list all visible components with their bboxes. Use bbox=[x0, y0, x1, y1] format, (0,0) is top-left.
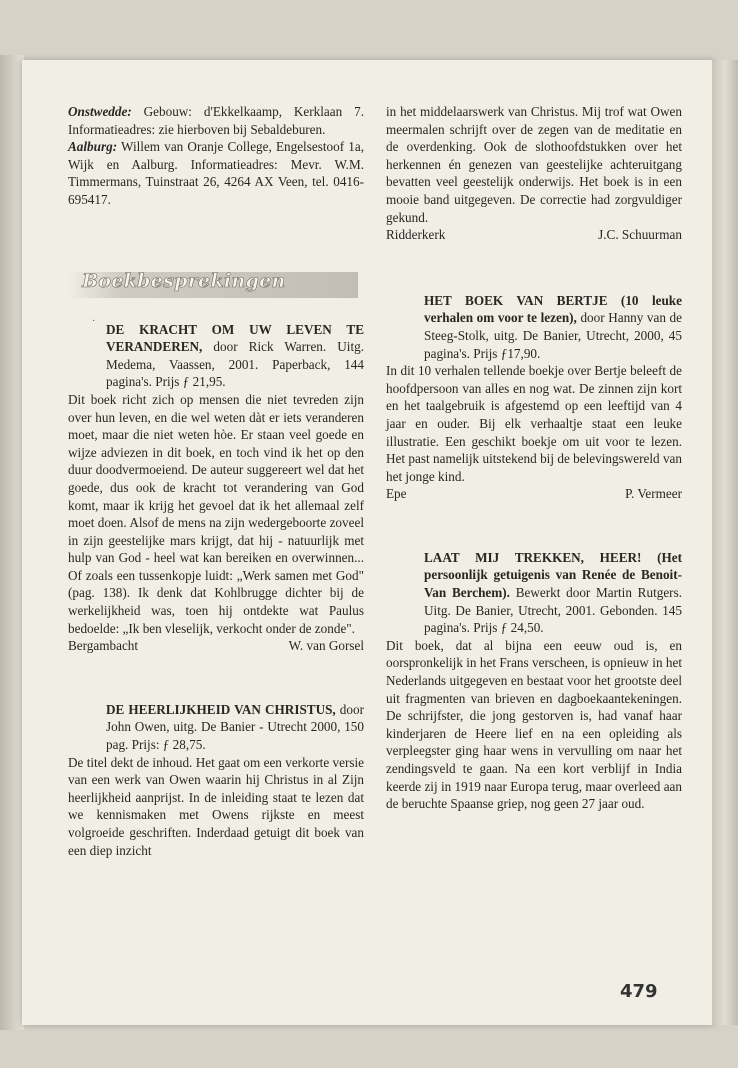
review-3-signature bbox=[386, 485, 682, 503]
review-1-body: Dit boek richt zich op mensen die niet tevreden zijn over hun leven, en die wel weten dàt er iets veranderen moet, maar die niet weten hòe. Er staan veel goede en wijze adviezen in dit boek, en toch vind ik het op den duur doodvermoeiend. De auteur suggereert wel dat het goede, dus ook de kracht tot verandering van God komt, maar ik krijg het gevoel dat ik het allemaal zelf moet doen. Alsof de mens na zijn wedergeboorte zoveel in zijn geestelijke mars krijgt, dat hij - natuurlijk met hulp van God - heel wat kan bereiken en overwinnen... Of zoals een tussenkopje luidt: „Werk samen met God" (pag. 138). Ik denk dat Kohlbrugge dichter bij de werkelijkheid was, toen hij ontdekte wat Paulus bedoelde: „Ik ben vleselijk, verkocht onder de zonde". bbox=[68, 391, 364, 636]
review-2-body: De titel dekt de inhoud. Het gaat om een verkorte versie van een werk van Owen waarin hij Christus in al Zijn heerlijkheid aanprijst. In de inleiding staat te lezen dat we kennismaken met Owens rijkste en meest volgroeide geschriften. Inderdaad getuigt dit boek van een diep inzicht bbox=[68, 754, 364, 858]
onstwedde-text: Gebouw: d'Ekkelkaamp, Kerklaan 7. Informatieadres: zie hierboven bij Sebaldeburen. bbox=[68, 104, 364, 137]
review-1-place: Bergambacht bbox=[68, 638, 139, 654]
review-2-place: Ridderkerk bbox=[386, 227, 446, 243]
review-2-signature bbox=[386, 226, 682, 244]
review-2-heading bbox=[68, 701, 364, 754]
review-4-title: LAAT MIJ TREKKEN, HEER! (Het persoonlijk getuigenis van Renée de Benoit-Van Berchem). bbox=[424, 549, 682, 601]
review-1-heading bbox=[68, 321, 364, 391]
review-4-heading bbox=[386, 549, 682, 637]
page-number: 479 bbox=[620, 981, 658, 1002]
review-2-continuation: in het middelaarswerk van Christus. Mij trof wat Owen meermalen schrijft over de zegen van de meditatie en de overdenking. Ook de slothoofdstukken over het herkennen én genezen van geestelijke achteruitgang bevatten veel geestelijk onderwijs. Het boek is in een mooie band uitgegeven. De correctie had zorgvuldiger gekund. bbox=[386, 104, 682, 225]
bullet-mark: · bbox=[92, 316, 96, 327]
review-3-title: HET BOEK VAN BERTJE (10 leuke verhalen om voor te lezen), bbox=[424, 292, 682, 326]
aalburg-text: Willem van Oranje College, Engelsestoof 1a, Wijk en Aalburg. Informatieadres: Mevr. W.M. Timmermans, Tuinstraat 26, 4264 AX Veen, tel. 0416-695417. bbox=[68, 139, 364, 207]
right-column bbox=[386, 103, 682, 813]
review-1-signature bbox=[68, 637, 364, 655]
review-4-info: Bewerkt door Martin Rutgers. Uitg. De Banier, Utrecht, 2001. Gebonden. 145 pagina's. Prijs ƒ 24,50. bbox=[424, 585, 683, 636]
onstwedde-entry bbox=[68, 103, 364, 138]
review-2-info: door John Owen, uitg. De Banier - Utrecht 2000, 150 pag. Prijs: ƒ 28,75. bbox=[106, 701, 364, 753]
review-4-body: Dit boek, dat al bijna een eeuw oud is, en oorspronkelijk in het Frans verscheen, is opnieuw in het Nederlands uitgegeven en bestaat voor het grootste deel uit fragmenten van brieven en dagboekaantekeningen. De schrijfster, die jong gestorven is, had vanaf haar kinderjaren de Heere lief en na een opleiding als verpleegster ging haar wens in vervulling om naar het zendingsveld te gaan. Na een kort verblijf in India keerde zij in 1919 naar Europa terug, maar overleed aan de beruchte Spaanse griep, nog geen 27 jaar oud. bbox=[386, 637, 682, 812]
review-1-title: DE KRACHT OM UW LEVEN TE VERANDEREN, bbox=[106, 321, 364, 355]
section-heading: Boekbesprekingen bbox=[82, 270, 286, 292]
aalburg-entry bbox=[68, 138, 364, 208]
review-1-info: door Rick Warren. Uitg. Medema, Vaassen, 2001. Paperback, 144 pagina's. Prijs ƒ 21,95. bbox=[106, 339, 364, 390]
review-2-title: DE HEERLIJKHEID VAN CHRISTUS, bbox=[106, 701, 336, 717]
book-binding-edge bbox=[0, 55, 24, 1030]
aalburg-label: Aalburg: bbox=[68, 139, 118, 155]
review-2-author: J.C. Schuurman bbox=[598, 227, 682, 243]
onstwedde-label: Onstwedde: bbox=[68, 104, 132, 119]
review-3-body: In dit 10 verhalen tellende boekje over Bertje beleeft de hoofdpersoon van alles en nog wat. De zinnen zijn kort en het taalgebruik is afgestemd op een leeftijd van 4 jaar en ouder. Bij elk verhaaltje staat een leuke illustratie. Een geschikt boekje om uit voor te lezen. Het past namelijk uitstekend bij de belevingswereld van het jonge kind. bbox=[386, 363, 682, 484]
review-3-place: Epe bbox=[386, 486, 407, 502]
section-banner bbox=[68, 272, 358, 298]
review-1-author: W. van Gorsel bbox=[288, 638, 364, 654]
page-stack-edge bbox=[712, 60, 738, 1025]
left-column bbox=[68, 103, 364, 859]
review-3-author: P. Vermeer bbox=[625, 486, 682, 502]
review-3-info: door Hanny van de Steeg-Stolk, uitg. De Banier, Utrecht, 2000, 45 pagina's. Prijs ƒ17,90. bbox=[424, 310, 682, 361]
review-3-heading bbox=[386, 292, 682, 362]
